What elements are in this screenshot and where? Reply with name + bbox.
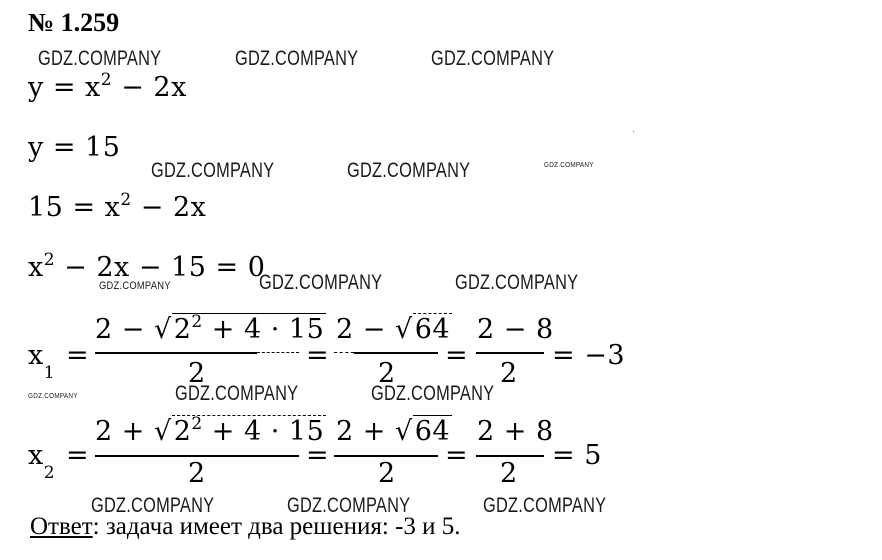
watermark: GDZ.COMPANY bbox=[483, 494, 607, 517]
watermark: GDZ.COMPANY bbox=[287, 494, 411, 517]
x2-numerator-2: 2 + √64 bbox=[336, 416, 451, 447]
x1-denominator-2: 2 bbox=[378, 358, 396, 389]
fraction-bar bbox=[354, 352, 438, 354]
x2-result: = 5 bbox=[552, 440, 602, 471]
x1-denominator-1: 2 bbox=[188, 358, 206, 389]
x1-equals: = bbox=[66, 340, 90, 371]
watermark: GDZ.COMPANY bbox=[259, 271, 383, 294]
x2-equals: = bbox=[66, 440, 90, 471]
watermark: GDZ.COMPANY bbox=[91, 494, 215, 517]
fraction-bar-dashed bbox=[257, 352, 299, 353]
x1-label: $x_1$ bbox=[28, 340, 56, 384]
x1-numerator-2: 2 − √64 bbox=[336, 314, 451, 345]
x2-label: $x_2$ bbox=[28, 440, 56, 484]
watermark: GDZ.COMPANY bbox=[544, 160, 594, 169]
x2-numerator-3: 2 + 8 bbox=[477, 416, 554, 447]
equation-line-1: $y = x^2 - 2x$ bbox=[28, 70, 187, 103]
x1-numerator-1: $2 - √2^2 + 4 \cdot 15$ bbox=[95, 312, 325, 345]
fraction-bar bbox=[476, 352, 544, 354]
answer-line bbox=[30, 513, 461, 541]
speck bbox=[633, 131, 634, 132]
x2-denominator-2: 2 bbox=[378, 458, 396, 489]
watermark: GDZ.COMPANY bbox=[455, 271, 579, 294]
x1-equals-2: = bbox=[306, 340, 330, 371]
x2-equals-2: = bbox=[306, 440, 330, 471]
x1-result: = −3 bbox=[552, 340, 626, 371]
problem-number: № 1.259 bbox=[28, 8, 120, 37]
fraction-bar-dashed bbox=[334, 352, 354, 353]
watermark: GDZ.COMPANY bbox=[347, 159, 471, 182]
equation-line-4: $x^2 - 2x - 15 = 0$ bbox=[28, 250, 266, 283]
x2-denominator-1: 2 bbox=[188, 458, 206, 489]
watermark: GDZ.COMPANY bbox=[371, 382, 495, 405]
fraction-bar bbox=[476, 455, 544, 457]
watermark: GDZ.COMPANY bbox=[28, 391, 78, 400]
answer-label: Ответ bbox=[30, 513, 93, 540]
fraction-bar bbox=[95, 352, 257, 354]
x2-denominator-3: 2 bbox=[500, 458, 518, 489]
equation-line-3: $15 = x^2 - 2x$ bbox=[28, 190, 207, 223]
watermark: GDZ.COMPANY bbox=[38, 47, 162, 70]
fraction-bar bbox=[95, 455, 299, 457]
x2-numerator-1: $2 + √2^2 + 4 \cdot 15$ bbox=[95, 414, 325, 447]
answer-text: : задача имеет два решения: -3 и 5. bbox=[92, 513, 461, 540]
x1-equals-3: = bbox=[445, 340, 469, 371]
x1-numerator-3: 2 − 8 bbox=[477, 314, 554, 345]
watermark: GDZ.COMPANY bbox=[151, 159, 275, 182]
x2-equals-3: = bbox=[445, 440, 469, 471]
watermark: GDZ.COMPANY bbox=[431, 47, 555, 70]
fraction-bar bbox=[334, 455, 438, 457]
watermark: GDZ.COMPANY bbox=[99, 280, 171, 292]
watermark: GDZ.COMPANY bbox=[235, 47, 359, 70]
watermark: GDZ.COMPANY bbox=[175, 382, 299, 405]
x1-denominator-3: 2 bbox=[500, 358, 518, 389]
equation-line-2: y = 15 bbox=[28, 132, 121, 163]
